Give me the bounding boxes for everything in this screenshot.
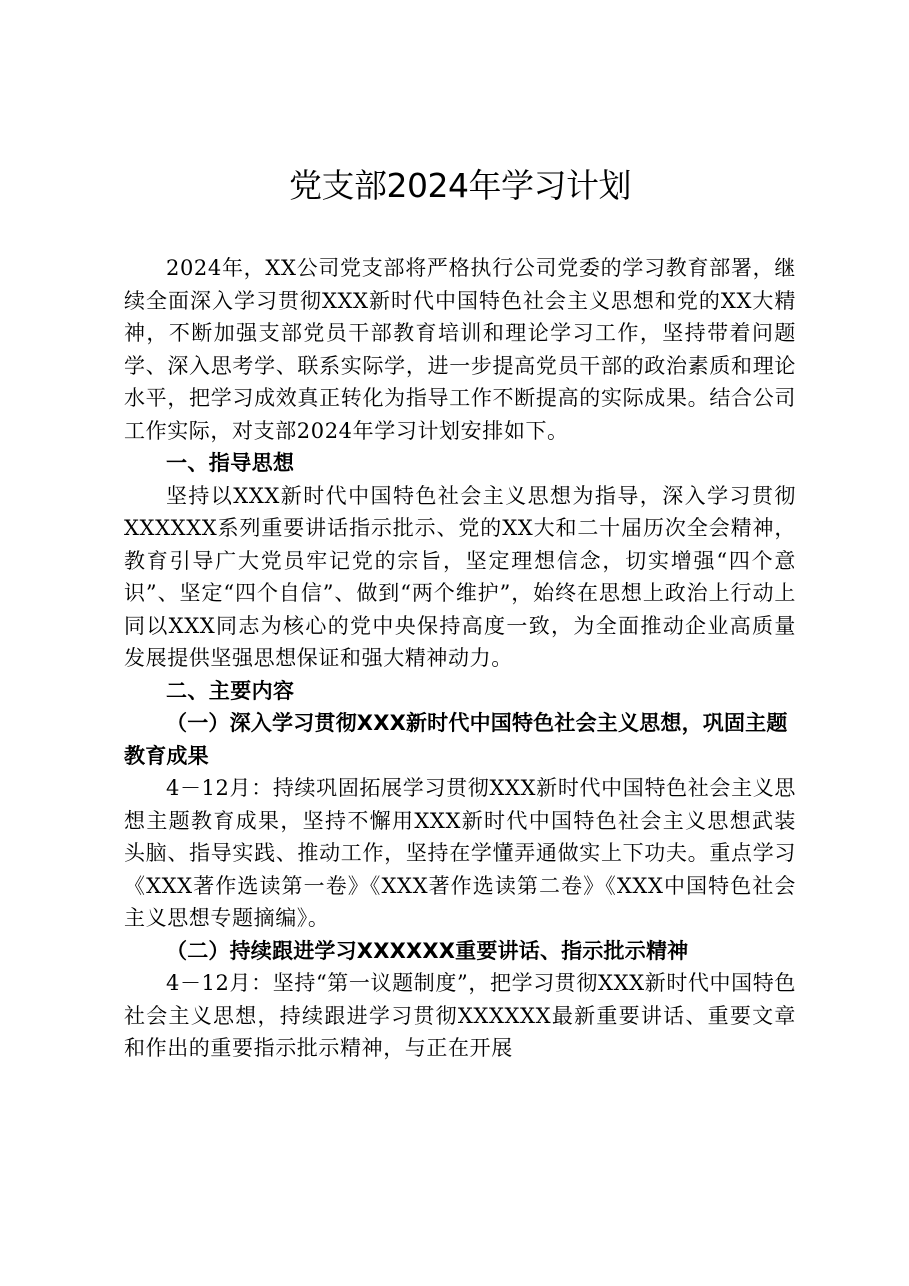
subsection-2-paragraph: 4－12月：坚持“第一议题制度”，把学习贯彻XXX新时代中国特色社会主义思想，持续跟进学习贯彻XXXXXX最新重要讲话、重要文章和作出的重要指示批示精神，与正在开展 <box>124 971 796 1060</box>
subsection-heading-1: （一）深入学习贯彻XXX新时代中国特色社会主义思想，巩固主题教育成果 <box>124 711 788 768</box>
document-title: 党支部2024年学习计划 <box>289 166 631 205</box>
guiding-ideology-paragraph: 坚持以XXX新时代中国特色社会主义思想为指导，深入学习贯彻XXXXXX系列重要讲话指示批示、党的XX大和二十届历次全会精神，教育引导广大党员牢记党的宗旨，坚定理想信念，切实增强“四个意识”、坚定“四个自信”、做到“两个维护”，始终在思想上政治上行动上同以XXX同志为核心的党中央保持高度一致，为全面推动企业高质量发展提供坚强思想保证和强大精神动力。 <box>124 483 796 670</box>
section-heading-guiding-ideology: 一、指导思想 <box>166 451 295 475</box>
intro-paragraph: 2024年，XX公司党支部将严格执行公司党委的学习教育部署，继续全面深入学习贯彻XXX新时代中国特色社会主义思想和党的XX大精神，不断加强支部党员干部教育培训和理论学习工作，坚持带着问题学、深入思考学、联系实际学，进一步提高党员干部的政治素质和理论水平，把学习成效真正转化为指导工作不断提高的实际成果。结合公司工作实际，对支部2024年学习计划安排如下。 <box>124 256 796 443</box>
document-body <box>124 158 796 1065</box>
subsection-heading-2: （二）持续跟进学习XXXXXX重要讲话、指示批示精神 <box>166 938 689 963</box>
section-heading-main-content: 二、主要内容 <box>166 678 295 703</box>
subsection-1-paragraph: 4－12月：持续巩固拓展学习贯彻XXX新时代中国特色社会主义思想主题教育成果，坚持不懈用XXX新时代中国特色社会主义思想武装头脑、指导实践、推动工作，坚持在学懂弄通做实上下功夫。重点学习《XXX著作选读第一卷》《XXX著作选读第二卷》《XXX中国特色社会主义思想专题摘编》。 <box>124 776 796 930</box>
